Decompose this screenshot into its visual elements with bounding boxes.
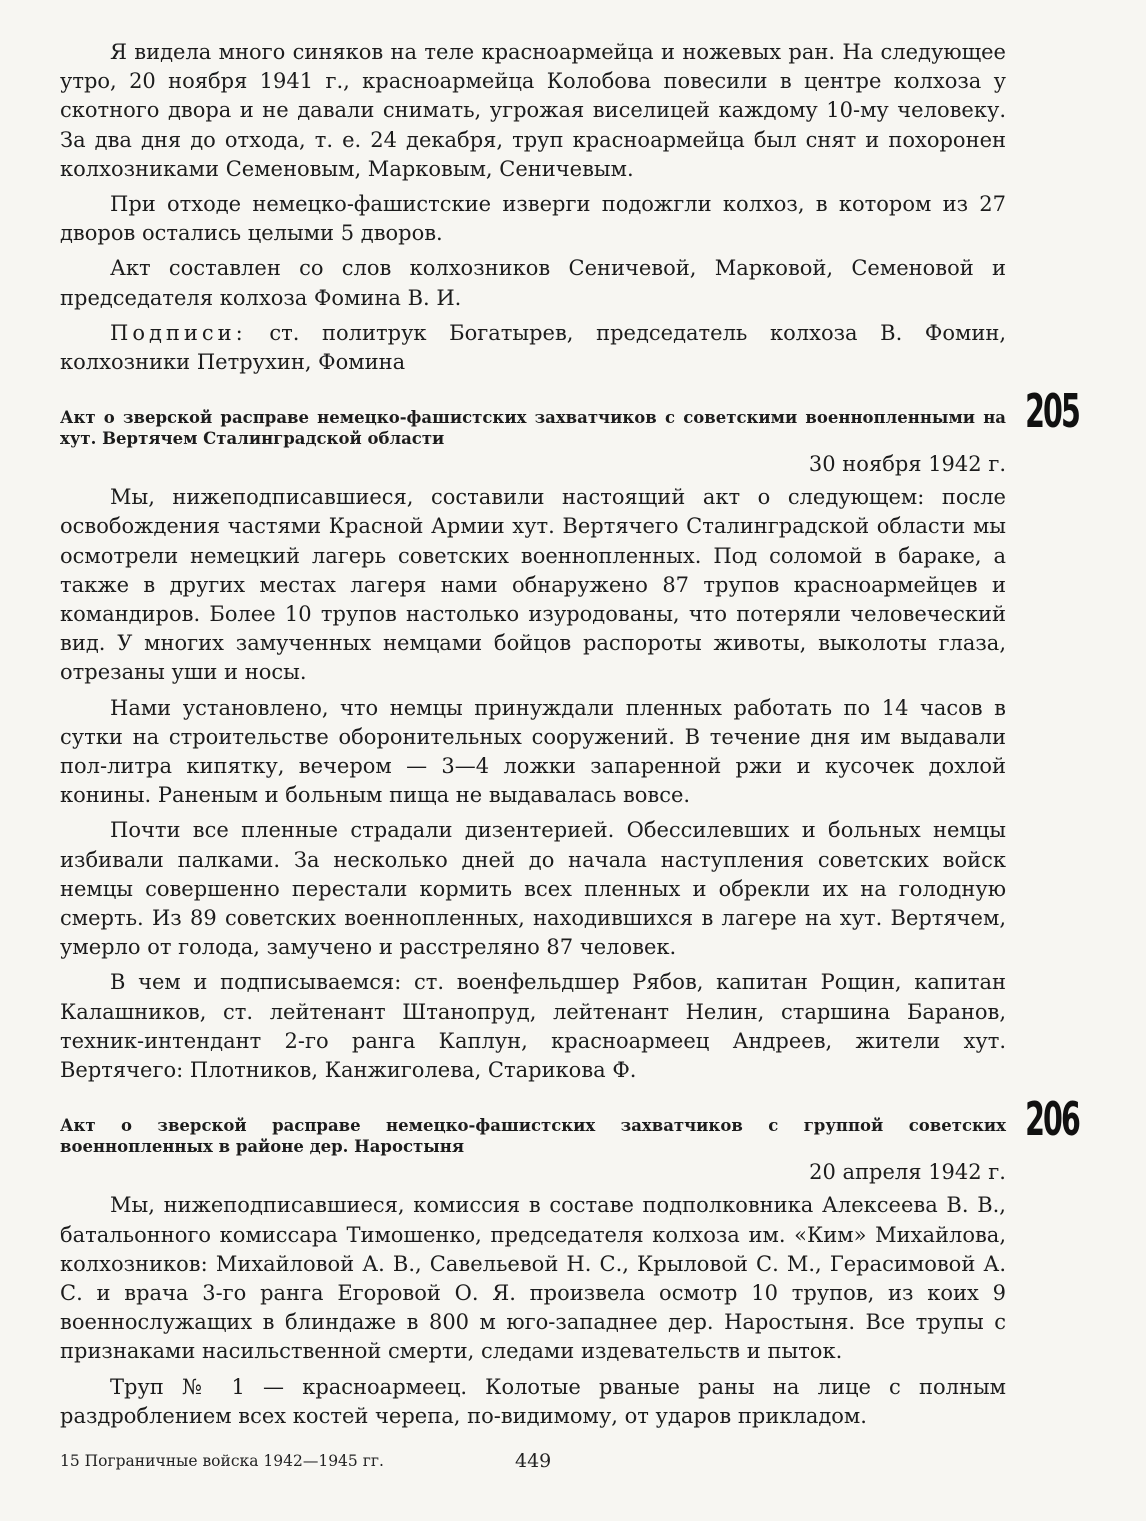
printer-signature: 15 Пограничные войска 1942—1945 гг. <box>60 1452 384 1470</box>
paragraph: В чем и подписываемся: ст. военфельдшер Рябов, капитан Рощин, капитан Калашников, ст. лейтенант Штанопруд, лейтенант Нелин, старшина Баранов, техник-интендант 2-го ранга Каплун, красноармеец Андреев, жители хут. Вертячего: Плотников, Канжиголева, Старикова Ф. <box>60 970 1006 1083</box>
signatures-text: ст. политрук Богатырев, председатель колхоза В. Фомин, колхозники Петрухин, Фомина <box>60 320 1006 375</box>
paragraph: Мы, нижеподписавшиеся, составили настоящий акт о следующем: после освобождения частями Красной Армии хут. Вертячего Сталинградской области мы осмотрели немецкий лагерь советских военнопленных. Под соломой в бараке, а также в других местах лагеря нами обнаружено 87 трупов красноармейцев и командиров. Более 10 трупов настолько изуродованы, что потеряли человеческий вид. У многих замученных немцами бойцов распороты животы, выколоты глаза, отрезаны уши и носы. <box>60 485 1006 685</box>
document-number: 205 <box>1025 384 1079 439</box>
paragraph: Я видела много синяков на теле красноармейца и ножевых ран. На следующее утро, 20 ноября 1941 г., красноармейца Колобова повесили в центре колхоза у скотного двора и не давали снимать, угрожая виселицей каждому 10-му человеку. За два дня до отхода, т. е. 24 декабря, труп красноармейца был снят и похоронен колхозниками Семеновым, Марковым, Сеничевым. <box>60 40 1006 181</box>
page-number: 449 <box>515 1450 552 1472</box>
paragraph: Нами установлено, что немцы принуждали пленных работать по 14 часов в сутки на строительстве оборонительных сооружений. В течение дня им выдавали пол-литра кипятку, вечером — 3—4 ложки запаренной ржи и кусочек дохлой конины. Раненым и больным пища не выдавалась вовсе. <box>60 695 1006 808</box>
page-content <box>60 38 1079 1437</box>
paragraph: Мы, нижеподписавшиеся, комиссия в составе подполковника Алексеева В. В., батальонного комиссара Тимошенко, председателя колхоза им. «Ким» Михайлова, колхозников: Михайловой А. В., Савельевой Н. С., Крыловой С. М., Герасимовой А. С. и врача 3-го ранга Егоровой О. Я. произвела осмотр 10 трупов, из коих 9 военнослужащих в блиндаже в 800 м юго-западнее дер. Наростыня. Все трупы с признаками насильственной смерти, следами издевательств и пыток. <box>60 1193 1006 1364</box>
paragraph: Труп № 1 — красноармеец. Колотые рваные раны на лице с полным раздроблением всех костей черепа, по-видимому, от ударов прикладом. <box>60 1374 1006 1428</box>
paragraph: Почти все пленные страдали дизентерией. Обессилевших и больных немцы избивали палками. За несколько дней до начала наступления советских войск немцы совершенно перестали кормить всех пленных и обрекли их на голодную смерть. Из 89 советских военнопленных, находившихся в лагере на хут. Вертячем, умерло от голода, замучено и расстреляно 87 человек. <box>60 818 1006 960</box>
paragraph: При отходе немецко-фашистские изверги подожгли колхоз, в котором из 27 дворов остались целыми 5 дворов. <box>60 192 1006 246</box>
document-title: Акт о зверской расправе немецко-фашистских захватчиков с группой советских военнопленных в районе дер. Наростыня <box>60 1116 1006 1157</box>
document-date: 20 апреля 1942 г. <box>809 1160 1006 1185</box>
signatures-paragraph <box>60 319 1006 377</box>
document-date: 30 ноября 1942 г. <box>808 452 1006 477</box>
paragraph: Акт составлен со слов колхозников Сеничевой, Марковой, Семеновой и председателя колхоза Фомина В. И. <box>60 256 1006 310</box>
document-206-title-block <box>60 1092 1079 1157</box>
signatures-label: Подписи: <box>110 320 247 345</box>
document-205-title-block <box>60 384 1079 449</box>
document-number: 206 <box>1025 1092 1079 1147</box>
document-title: Акт о зверской расправе немецко-фашистских захватчиков с советскими военнопленными на хут. Вертячем Сталинградской области <box>60 408 1006 449</box>
